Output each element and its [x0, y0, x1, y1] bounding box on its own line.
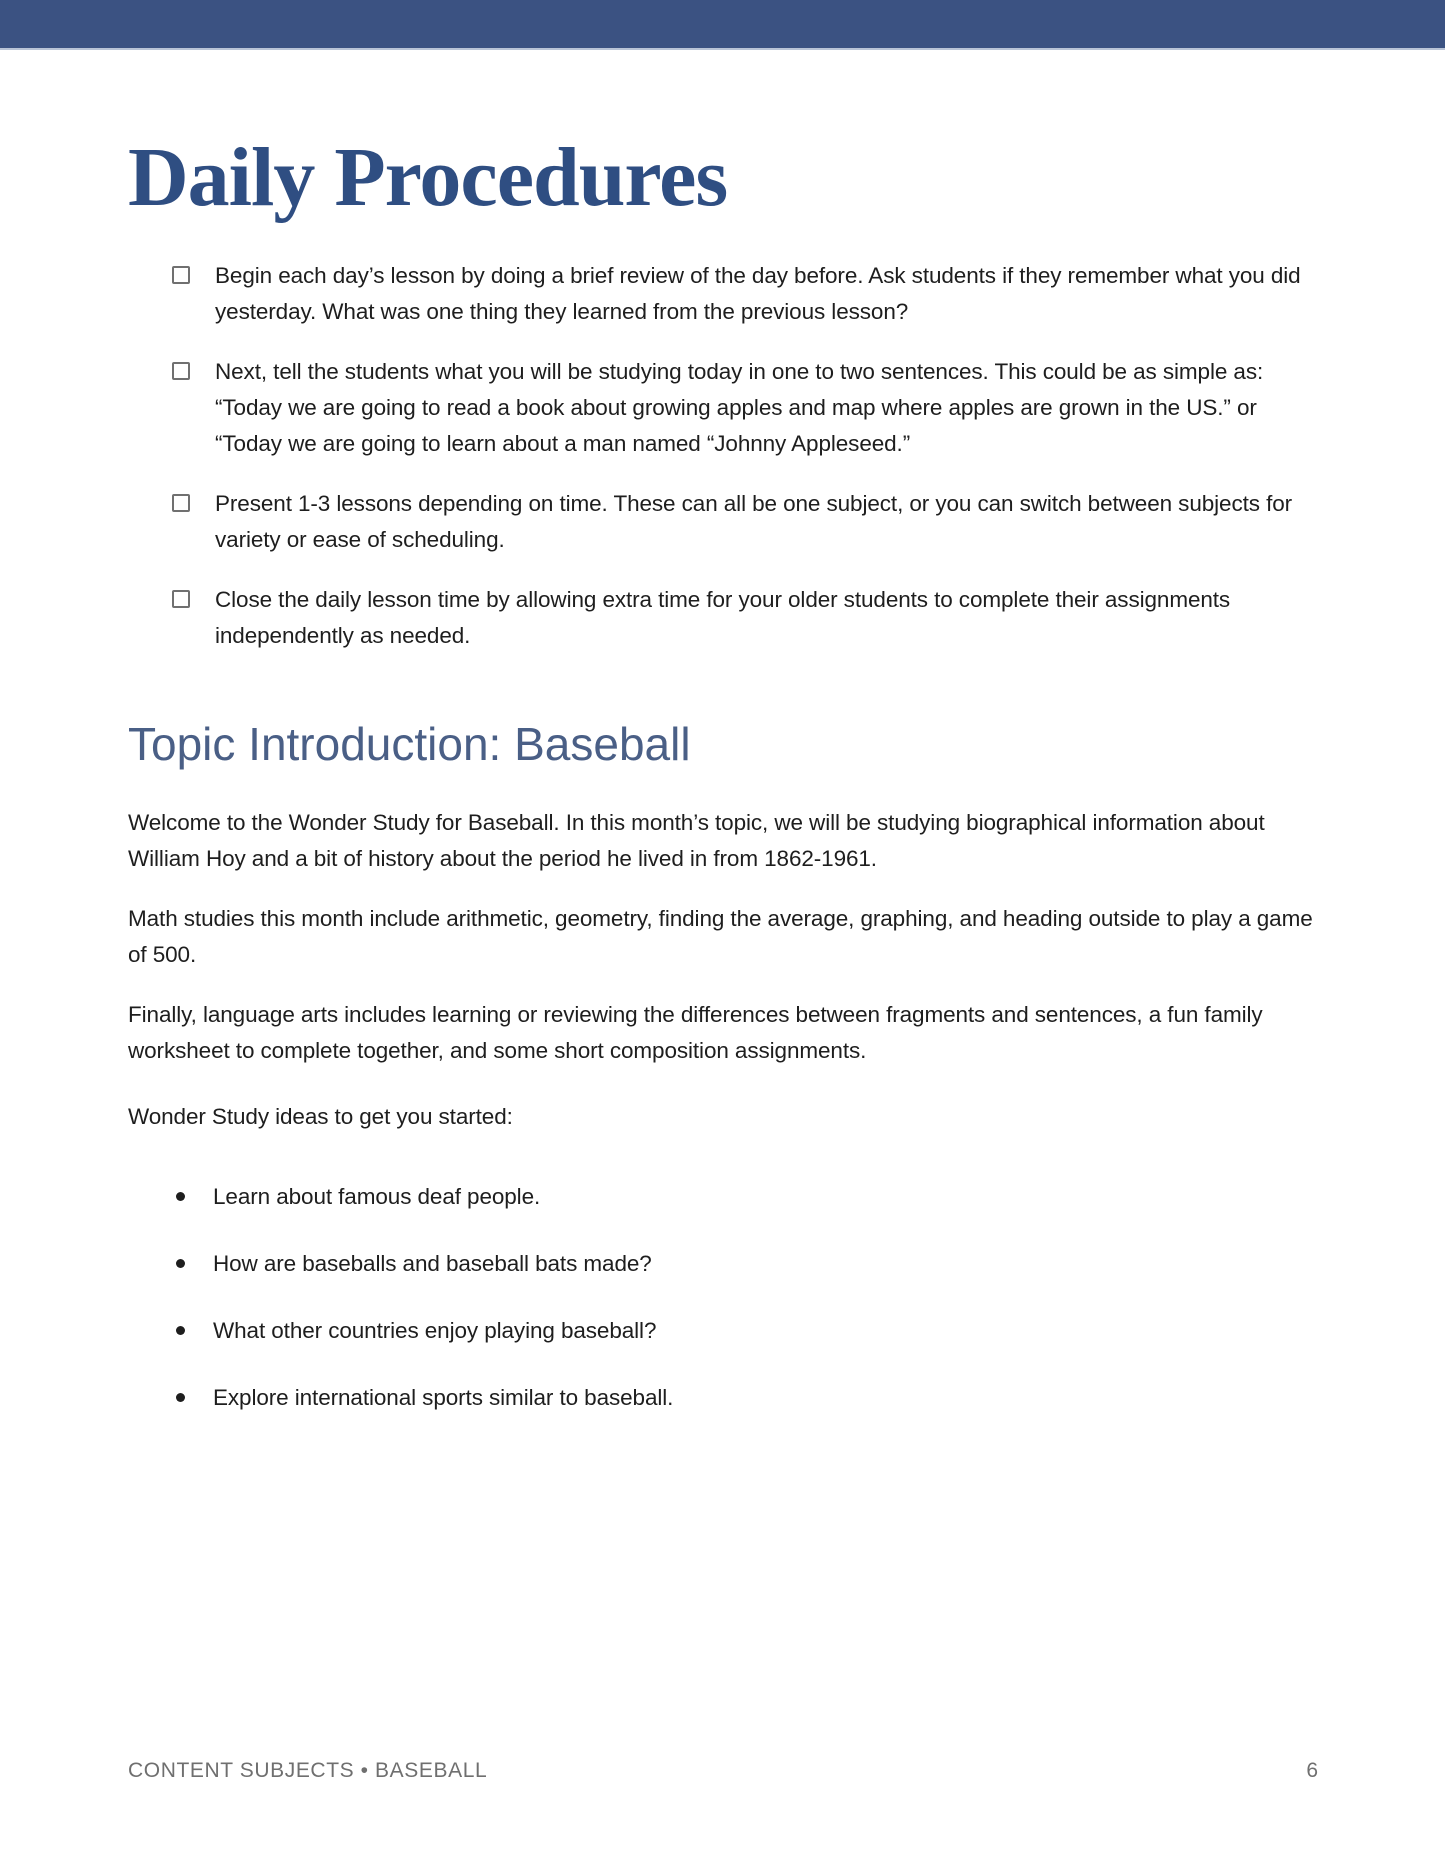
list-item	[128, 1246, 1318, 1282]
bullet-icon	[176, 1259, 185, 1268]
paragraph-math: Math studies this month include arithmetic, geometry, finding the average, graphing, and heading outside to play a game of 500.	[128, 906, 1313, 968]
bullet-icon	[176, 1326, 185, 1335]
list-item-text: Learn about famous deaf people.	[213, 1184, 541, 1210]
page-title: Daily Procedures	[128, 131, 728, 224]
top-banner	[0, 0, 1445, 50]
checkbox-icon	[172, 266, 190, 284]
bullet-icon	[176, 1393, 185, 1402]
page-footer	[128, 1758, 1318, 1784]
bullet-icon	[176, 1192, 185, 1201]
list-item-text: How are baseballs and baseball bats made?	[213, 1251, 652, 1277]
list-item-text: Explore international sports similar to baseball.	[213, 1385, 674, 1411]
list-item	[128, 1179, 1318, 1215]
daily-procedures-checklist	[128, 258, 1318, 654]
checklist-item-text: Present 1-3 lessons depending on time. These can all be one subject, or you can switch between subjects for variety or ease of scheduling.	[215, 491, 1293, 553]
wonder-study-ideas-list	[128, 1179, 1318, 1416]
list-item-text: What other countries enjoy playing baseball?	[213, 1318, 657, 1344]
checkbox-icon	[172, 494, 190, 512]
checklist-item	[172, 258, 1318, 330]
checklist-item-text: Next, tell the students what you will be studying today in one to two sentences. This could be as simple as: “Today we are going to read a book about growing apples and map where apples are grown in the US.” or “Today we are going to learn about a man named “Johnny Appleseed.”	[215, 359, 1264, 457]
list-item	[128, 1380, 1318, 1416]
checklist-item	[172, 354, 1318, 462]
paragraph-ideas-lead-in: Wonder Study ideas to get you started:	[128, 1104, 513, 1130]
footer-section-label: CONTENT SUBJECTS • BASEBALL	[128, 1759, 488, 1782]
page-content	[0, 131, 1445, 1416]
paragraph-welcome: Welcome to the Wonder Study for Baseball. In this month’s topic, we will be studying biographical information about William Hoy and a bit of history about the period he lived in from 1862-1961.	[128, 810, 1265, 872]
page-number: 6	[1306, 1759, 1318, 1782]
checkbox-icon	[172, 590, 190, 608]
checklist-item	[172, 486, 1318, 558]
list-item	[128, 1313, 1318, 1349]
checklist-item-text: Close the daily lesson time by allowing extra time for your older students to complete their assignments independently as needed.	[215, 587, 1231, 649]
paragraph-language-arts: Finally, language arts includes learning or reviewing the differences between fragments and sentences, a fun family worksheet to complete together, and some short composition assignments.	[128, 1002, 1263, 1064]
checkbox-icon	[172, 362, 190, 380]
section-heading: Topic Introduction: Baseball	[128, 718, 691, 771]
checklist-item-text: Begin each day’s lesson by doing a brief review of the day before. Ask students if they remember what you did yesterday. What was one thing they learned from the previous lesson?	[215, 263, 1301, 325]
checklist-item	[172, 582, 1318, 654]
